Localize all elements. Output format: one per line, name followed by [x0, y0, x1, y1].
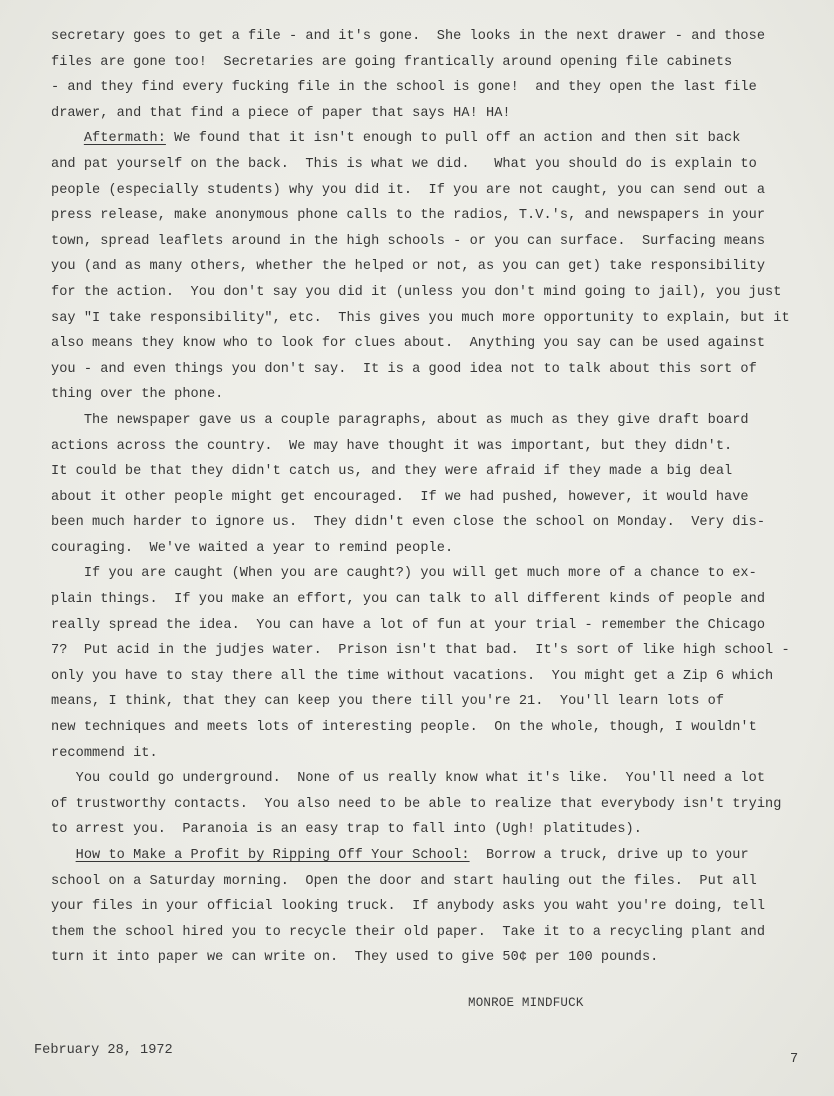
body-line: and pat yourself on the back. This is what we did. What you should do is explain to — [51, 156, 757, 172]
body-line: of trustworthy contacts. You also need to be able to realize that everybody isn't trying — [51, 796, 782, 812]
aftermath-line — [51, 126, 821, 152]
body-line: them the school hired you to recycle their old paper. Take it to a recycling plant and — [51, 924, 766, 940]
body-line: You could go underground. None of us really know what it's like. You'll need a lot — [51, 771, 766, 787]
body-line: your files in your official looking truck. If anybody asks you waht you're doing, tell — [51, 899, 766, 915]
body-line: to arrest you. Paranoia is an easy trap to fall into (Ugh! platitudes). — [51, 822, 642, 838]
body-line: been much harder to ignore us. They didn't even close the school on Monday. Very dis- — [51, 515, 766, 531]
body-line: It could be that they didn't catch us, and they were afraid if they made a big deal — [51, 464, 733, 480]
body-line: you - and even things you don't say. It is a good idea not to talk about this sort of — [51, 361, 757, 377]
body-line: thing over the phone. — [51, 387, 224, 403]
profit-heading: How to Make a Profit by Ripping Off Your School: — [75, 848, 470, 863]
body-line: turn it into paper we can write on. They used to give 50¢ per 100 pounds. — [51, 950, 659, 966]
body-line: say "I take responsibility", etc. This gives you much more opportunity to explain, but it — [51, 310, 790, 326]
body-line: also means they know who to look for clues about. Anything you say can be used against — [51, 336, 766, 352]
profit-line — [51, 843, 821, 869]
body-line: school on a Saturday morning. Open the door and start hauling out the files. Put all — [51, 873, 757, 889]
body-line: 7? Put acid in the judjes water. Prison isn't that bad. It's sort of like high school - — [51, 643, 790, 659]
footer-date: February 28, 1972 — [34, 1043, 173, 1058]
body-line: town, spread leaflets around in the high schools - or you can surface. Surfacing means — [51, 233, 766, 249]
body-line: The newspaper gave us a couple paragraphs, about as much as they give draft board — [51, 412, 749, 428]
article-body — [51, 24, 821, 971]
body-line: for the action. You don't say you did it (unless you don't mind going to jail), you just — [51, 284, 782, 300]
body-line: plain things. If you make an effort, you can talk to all different kinds of people and — [51, 592, 766, 608]
body-line: only you have to stay there all the time without vacations. You might get a Zip 6 which — [51, 668, 774, 684]
body-line: really spread the idea. You can have a lot of fun at your trial - remember the Chicago — [51, 617, 766, 633]
aftermath-text: We found that it isn't enough to pull off an action and then sit back — [165, 131, 741, 147]
body-line: - and they find every fucking file in the school is gone! and they open the last file — [51, 80, 757, 96]
body-line: couraging. We've waited a year to remind people. — [51, 540, 454, 556]
body-line: If you are caught (When you are caught?) you will get much more of a chance to ex- — [51, 566, 757, 582]
body-line: new techniques and meets lots of interesting people. On the whole, though, I wouldn't — [51, 720, 757, 736]
body-line: people (especially students) why you did it. If you are not caught, you can send out a — [51, 182, 766, 198]
profit-text: Borrow a truck, drive up to your — [469, 848, 749, 863]
aftermath-heading: Aftermath: — [83, 131, 166, 147]
body-line: press release, make anonymous phone calls to the radios, T.V.'s, and newspapers in your — [51, 208, 766, 224]
body-line: actions across the country. We may have thought it was important, but they didn't. — [51, 438, 733, 454]
body-line: secretary goes to get a file - and it's gone. She looks in the next drawer - and those — [51, 29, 766, 44]
body-line: files are gone too! Secretaries are going frantically around opening file cabinets — [51, 54, 733, 70]
body-line: means, I think, that they can keep you there till you're 21. You'll learn lots of — [51, 694, 725, 710]
page-number: 7 — [790, 1052, 799, 1067]
body-line: drawer, and that find a piece of paper that says HA! HA! — [51, 105, 511, 121]
body-line: you (and as many others, whether the helped or not, as you can get) take responsibility — [51, 259, 766, 275]
body-line: recommend it. — [51, 745, 158, 761]
body-line: about it other people might get encouraged. If we had pushed, however, it would have — [51, 489, 749, 505]
author-signature: MONROE MINDFUCK — [468, 996, 584, 1010]
